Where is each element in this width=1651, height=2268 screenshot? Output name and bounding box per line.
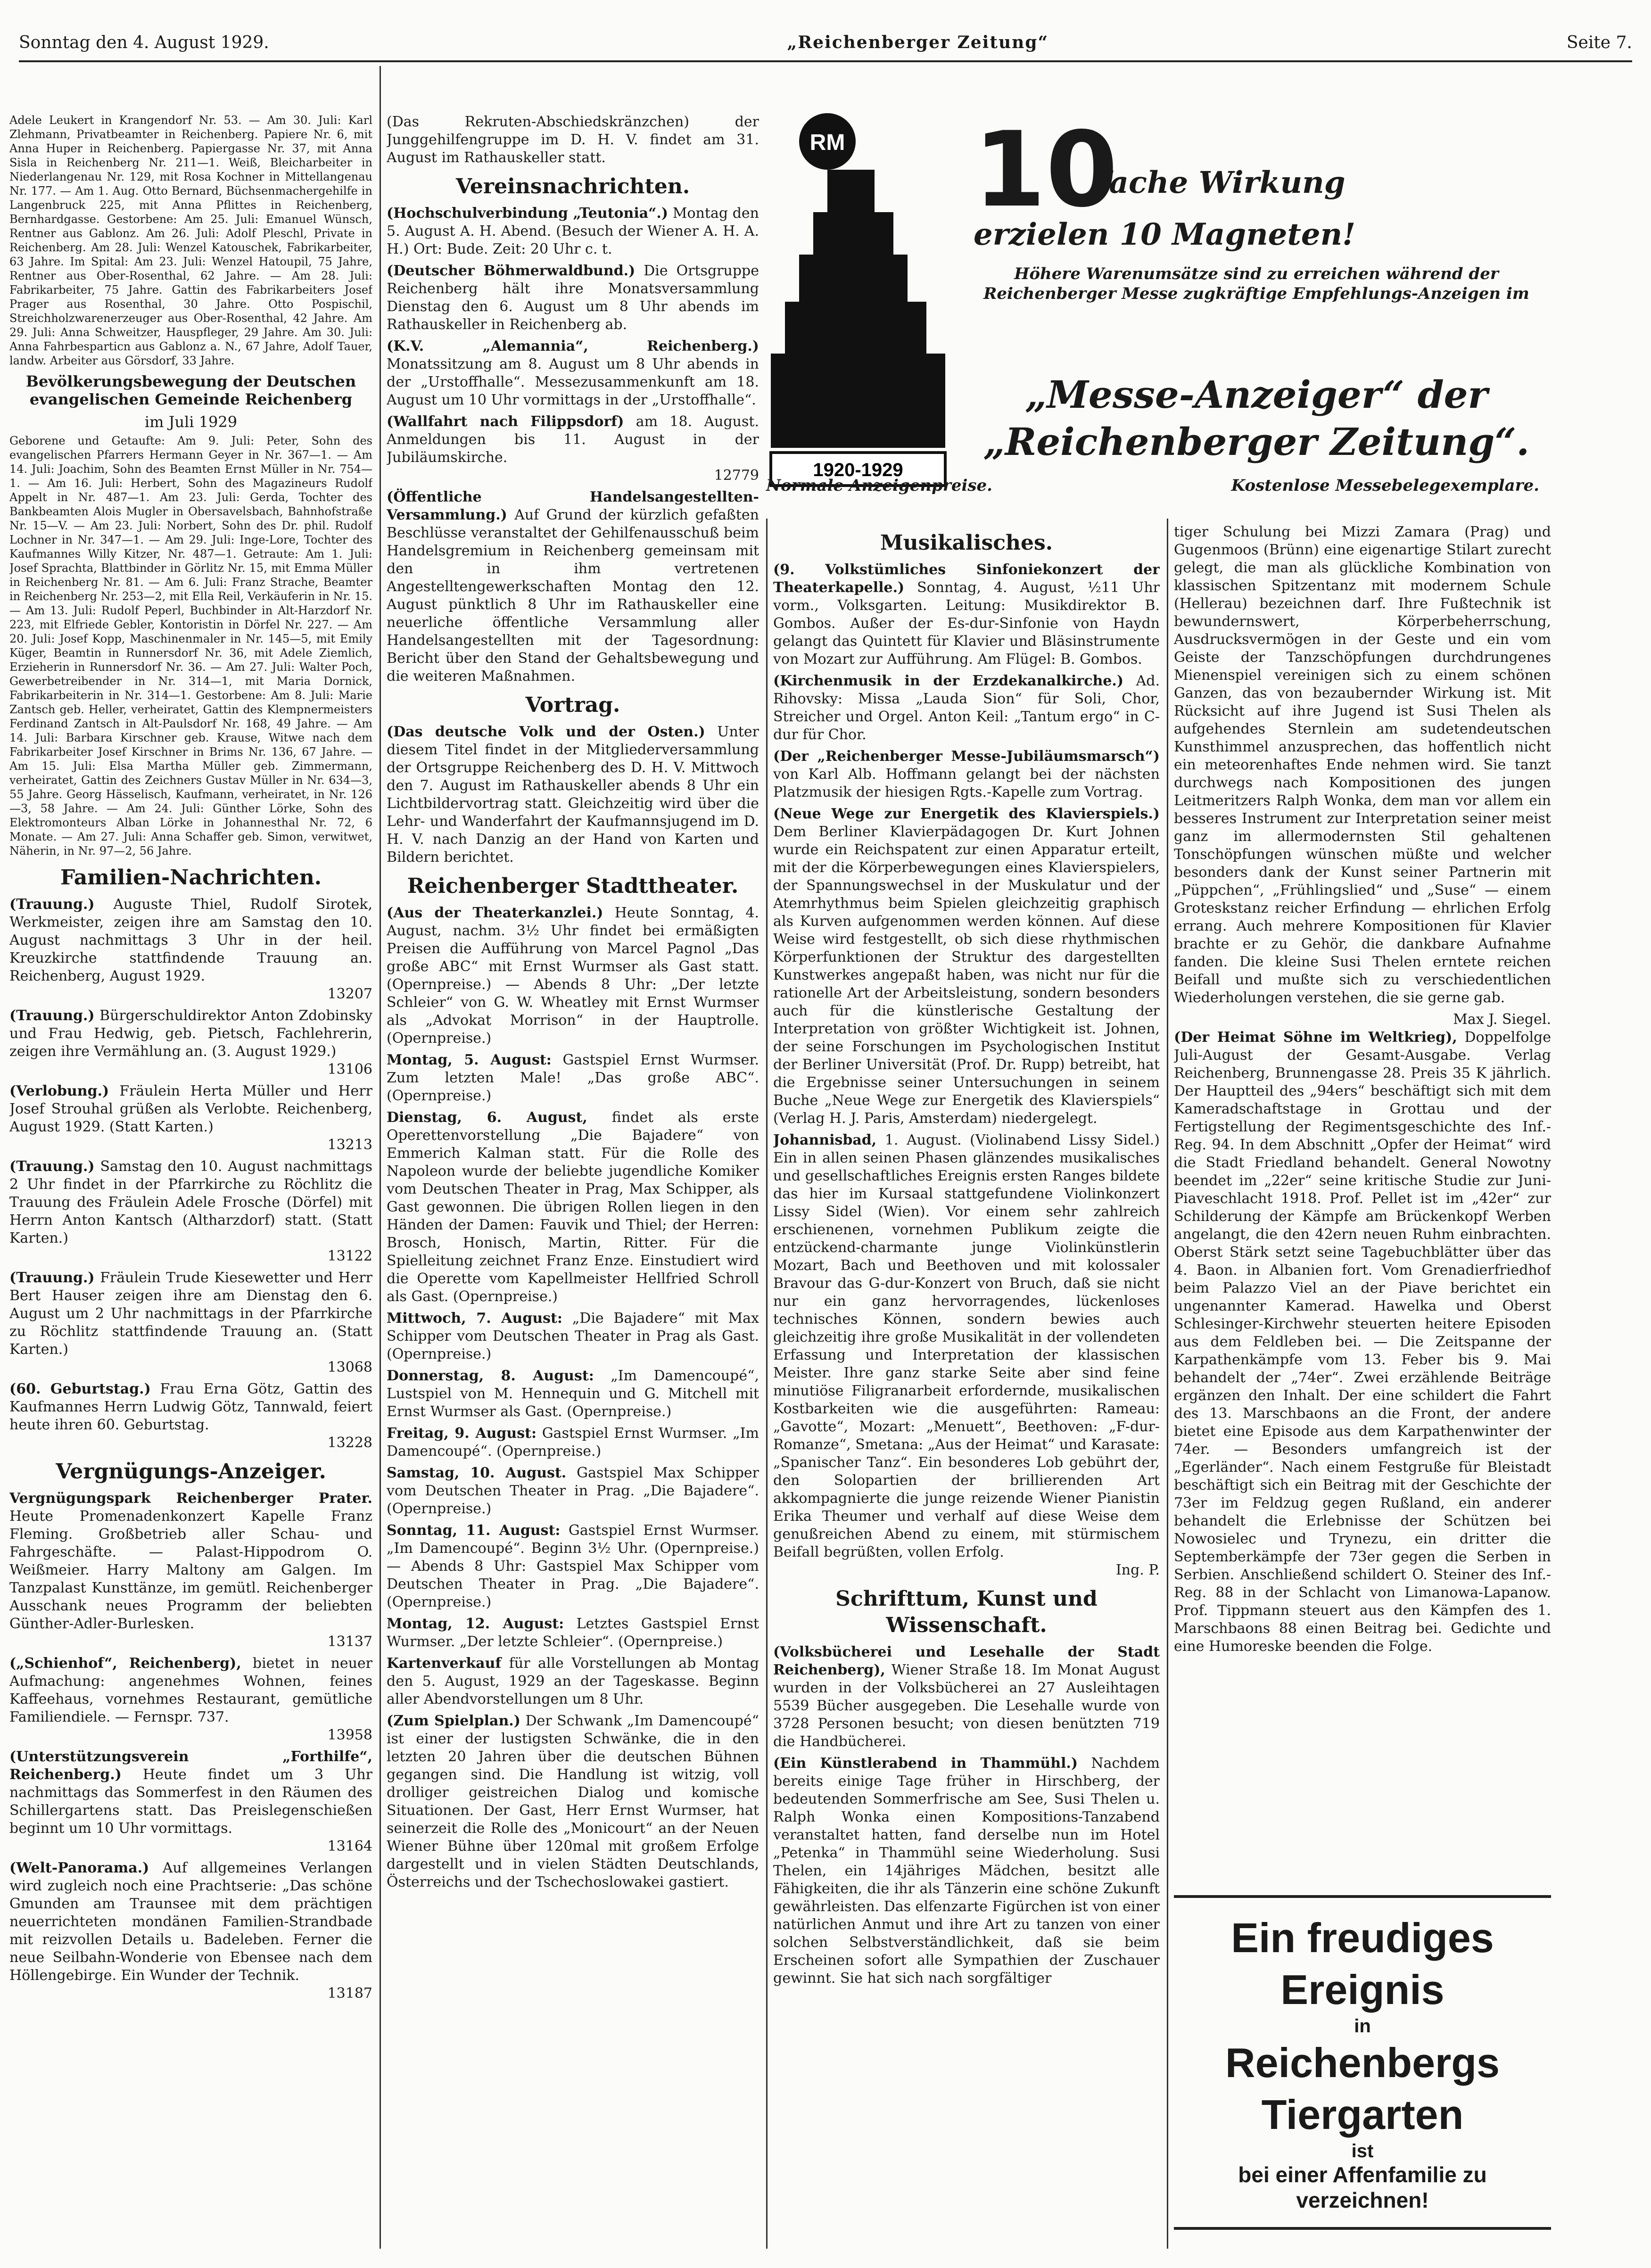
column-3 bbox=[773, 523, 1160, 2244]
years-label: 1920-1929 bbox=[813, 460, 903, 480]
section-heading: Vortrag. bbox=[525, 693, 620, 717]
paragraph-text: Frau Erna Götz, Gattin des Kaufmannes Herrn Ludwig Götz, Tannwald, feiert heute ihren 60. Geburtstag. bbox=[9, 1381, 372, 1433]
ad-line: fache Wirkung bbox=[1096, 165, 1346, 200]
article-paragraph: (Das Rekruten-Abschiedskränzchen) der Junggehilfengruppe im D. H. V. findet am 31. August im Rathauskeller statt. bbox=[387, 114, 759, 166]
paragraph-lead: (Neue Wege zur Energetik des Klavierspiels.) bbox=[773, 806, 1160, 822]
section-subheading: im Juli 1929 bbox=[144, 413, 238, 431]
ad-line: „Messe-Anzeiger“ der bbox=[1025, 372, 1488, 417]
ad-number: 13106 bbox=[327, 1061, 372, 1078]
ad-line: in bbox=[1354, 2016, 1371, 2037]
ad-number: 13164 bbox=[327, 1838, 372, 1855]
ad-line: „Reichenberger Zeitung“. bbox=[983, 420, 1530, 464]
family-news-list bbox=[9, 896, 372, 1452]
paragraph-lead: („Schienhof“, Reichenberg), bbox=[9, 1655, 241, 1672]
paragraph-text: Der Schwank „Im Damencoupé“ ist einer der lustigsten Schwänke, die in den letzten 20 Jahren über die deutschen Bühnen gegangen sind. Die Handlung ist witzig, voll drolliger geistreichen Dialog und komische Situationen. Der Gast, Herr Ernst Wurmser, hat seinerzeit die Rolle des „Monicourt“ an der Neuen Wiener Bühne über 120mal mit großem Erfolge dargestellt und in vielen Städten Deutschlands, Österreichs und der Tschechoslowakei gastiert. bbox=[387, 1713, 759, 1890]
paragraph-lead: (Aus der Theaterkanzlei.) bbox=[387, 905, 603, 921]
tower-block bbox=[813, 212, 893, 255]
list-item bbox=[387, 488, 759, 685]
paragraph-text: Auf allgemeines Verlangen wird zugleich noch eine Prachtserie: „Das schöne Gmunden am Traunsee mit dem prächtigen neuerrichteten mondänen Familien-Strandbade mit reizvollen Details u. Badeleben. Ferner die neue Seilbahn-Wonderie von Ebensee nach dem Höllengebirge. Ein Wunder der Technik. bbox=[9, 1860, 372, 1984]
newspaper-name: „Reichenberger Zeitung“ bbox=[787, 33, 1049, 52]
paragraph-lead: Mittwoch, 7. August: bbox=[387, 1310, 562, 1327]
article-paragraph bbox=[387, 723, 759, 866]
list-item bbox=[9, 896, 372, 1003]
section-heading: Schrifttum, Kunst und Wissenschaft. bbox=[835, 1587, 1098, 1637]
paragraph-lead: (Welt-Panorama.) bbox=[9, 1860, 149, 1876]
literature-list bbox=[773, 1643, 1160, 1988]
paragraph-text: Fräulein Trude Kiesewetter und Herr Bert Hauser zeigen ihre am Dienstag den 6. August um 2 Uhr nachmittags in der Pfarrkirche zu Röchlitz stattfindende Trauung an. (Statt Karten.) bbox=[9, 1270, 372, 1358]
paragraph-lead: Montag, 12. August: bbox=[387, 1616, 564, 1632]
list-item bbox=[387, 1425, 759, 1460]
paragraph-lead: Montag, 5. August: bbox=[387, 1052, 552, 1068]
list-item bbox=[9, 1380, 372, 1452]
section-heading: Familien-Nachrichten. bbox=[60, 866, 322, 890]
paragraph-text: Heute findet um 3 Uhr nachmittags das Sommerfest in den Räumen des Schillergartens statt. Das Preislegenschießen beginnt um 10 Uhr vormittags. bbox=[9, 1766, 372, 1837]
paragraph-lead: Dienstag, 6. August, bbox=[387, 1109, 587, 1126]
ad-line: Kostenlose Messebelegexemplare. bbox=[1231, 476, 1539, 495]
paragraph-text: Auf Grund der kürzlich gefaßten Beschlüsse veranstaltet der Gehilfenausschuß beim Handelsgremium in Reichenberg gemeinsam mit den in ihm vertretenen Angestelltengewerkschaften Montag den 12. August pünktlich 8 Uhr im Rathauskeller eine neuerliche öffentliche Versammlung aller Handelsangestellten mit der Tagesordnung: Bericht über den Stand der Gehaltsbewegung und die weiteren Maßnahmen. bbox=[387, 507, 759, 685]
ad-line: ist bbox=[1351, 2141, 1374, 2161]
list-item bbox=[9, 1748, 372, 1856]
tower-logo bbox=[766, 108, 969, 509]
paragraph-lead: (Trauung.) bbox=[9, 1270, 95, 1286]
paragraph-lead: (Das deutsche Volk und der Osten.) bbox=[387, 724, 705, 740]
list-item bbox=[387, 413, 759, 485]
author-signature: Ing. P. bbox=[1115, 1562, 1160, 1578]
list-item bbox=[387, 338, 759, 409]
list-item bbox=[387, 1464, 759, 1518]
paragraph-lead: (Der „Reichenberger Messe-Jubiläumsmarsch“) bbox=[773, 748, 1160, 765]
paragraph-lead: (9. Volkstümliches Sinfoniekonzert der Theaterkapelle.) bbox=[773, 561, 1160, 596]
paragraph-text: Nachdem bereits einige Tage früher in Hirschberg, der bedeutenden Sommerfrische am See, Susi Thelen u. Ralph Wonka einen Kompositions-Tanzabend veranstaltet hatten, fand derselbe nun im Hotel „Petenka“ in Thammühl seine Wiederholung. Susi Thelen, ein 14jähriges Mädchen, besitzt alle Fähigkeiten, die ihr als Tänzerin eine schöne Zukunft gewährleisten. Das elfenzarte Figürchen ist von einer natürlichen Anmut und ihre Art zu tanzen von einer solchen Selbstverständlichkeit, daß sie beim Erscheinen sofort alle Sympathien der Zuschauer gewinnt. Sie hat sich nach sorgfältiger bbox=[773, 1755, 1160, 1987]
section-heading: Reichenberger Stadttheater. bbox=[407, 874, 739, 898]
paragraph-lead: Sonntag, 11. August: bbox=[387, 1522, 561, 1539]
column-divider bbox=[1167, 519, 1168, 2249]
paragraph-lead: Samstag, 10. August. bbox=[387, 1465, 567, 1481]
ad-number: 13207 bbox=[327, 986, 372, 1002]
list-item bbox=[387, 1615, 759, 1651]
ad-number: 13187 bbox=[327, 1985, 372, 2002]
list-item bbox=[9, 1859, 372, 2003]
entertainment-list bbox=[9, 1490, 372, 2003]
list-item bbox=[773, 805, 1160, 1128]
list-item bbox=[9, 1082, 372, 1154]
paragraph-lead: Vergnügungspark Reichenberger Prater. bbox=[9, 1490, 372, 1507]
messe-advertisement bbox=[766, 108, 1539, 509]
paragraph-text: Heute Promenadenkonzert Kapelle Franz Fleming. Großbetrieb aller Schau- und Fahrgeschäfte. — Palast-Hippodrom O. Weißmeier. Harry Maltony am Galgen. Im Tanzpalast Kunsttänze, im gemütl. Reichenberger Ausschank neues Programm der beliebten Günther-Adler-Burlesken. bbox=[9, 1508, 372, 1632]
club-news-list bbox=[387, 205, 759, 685]
column-divider bbox=[380, 66, 381, 2249]
paragraph-lead: (Wallfahrt nach Filippsdorf) bbox=[387, 413, 624, 430]
list-item bbox=[387, 1109, 759, 1306]
list-item bbox=[773, 1755, 1160, 1988]
list-item bbox=[9, 1655, 372, 1744]
ad-number: 13137 bbox=[327, 1633, 372, 1650]
paragraph-lead: (Öffentliche Handelsangestellten-Versammlung.) bbox=[387, 489, 759, 523]
list-item bbox=[9, 1007, 372, 1079]
paragraph-text: Ad. Rihovsky: Missa „Lauda Sion“ für Soli, Chor, Streicher und Orgel. Anton Keil: „Tantum ergo“ in C-dur für Chor. bbox=[773, 673, 1160, 743]
list-item bbox=[773, 561, 1160, 668]
paragraph-lead: Kartenverkauf bbox=[387, 1655, 502, 1672]
list-item bbox=[773, 1643, 1160, 1751]
article-paragraph: tiger Schulung bei Mizzi Zamara (Prag) und Gugenmoos (Brünn) eine eigenartige Stilart zurecht gelegt, die man als glückliche Kombination von klassischen Spitzentanz mit modernem Schule (Hellerau) bezeichnen darf. Ihre Fußtechnik ist bewundernswert, Körperbeherrschung, Ausdrucksvermögen in der Geste und ein vom Geiste der Tanzschöpfungen durchdrungenes Mienenspiel vereinigen sich zu einem schönen Ganzen, das von bezaubernder Wirkung ist. Mit Rücksicht auf ihre Jugend ist Susi Thelen als aufgehendes Sternlein am sudetendeutschen Kunsthimmel anzusprechen, das hoffentlich nicht ein meteorenhaftes Ende nehmen wird. Sie tanzt durchwegs nach Kompositionen des jungen Leitmeritzers Ralph Wonka, dem man vor allem ein besseres Instrument zur Interpretation seiner meist ganz im allermodernsten Stil gehaltenen Tonschöpfungen wünschen müßte und welcher besonders dank der Kunst seiner Partnerin mit „Püppchen“, „Frühlingslied“ und „Suse“ — einem Groteskstanz reicher Erfindung — ehrlichen Erfolg errang. Auch mehrere Kompositionen für Klavier brachte er zu Gehör, die dankbare Aufnahme fanden. Die kleine Susi Thelen erntete reichen Beifall und mußte sich zu verschiedentlichen Wiederholungen verstehen, die sie gerne gab. bbox=[1174, 524, 1551, 1006]
section-heading: Vergnügungs-Anzeiger. bbox=[56, 1460, 326, 1484]
paragraph-text: Sonntag, 4. August, ½11 Uhr vorm., Volksgarten. Leitung: Musikdirektor B. Gombos. Außer der Es-dur-Sinfonie von Haydn gelangt das Quintett für Klavier und Bläsinstrumente von Mozart zur Aufführung. Am Flügel: B. Gombos. bbox=[773, 579, 1160, 668]
paragraph-text: Bürgerschuldirektor Anton Zdobinsky und Frau Hedwig, geb. Pietsch, Fachlehrerin, zeigen ihre Vermählung an. (3. August 1929.) bbox=[9, 1007, 372, 1060]
paragraph-text: Unter diesem Titel findet in der Mitgliederversammlung der Ortsgruppe Reichenberg des D. H. V. Mittwoch den 7. August im Rathauskeller abends 8 Uhr ein Lichtbildervortrag statt. Gleichzeitig wird über die Lehr- und Wanderfahrt der Kaufmannsjugend im D. H. V. nach Danzig an der Hand von Karten und Bildern berichtet. bbox=[387, 724, 759, 866]
paragraph-text: Gastspiel Max Schipper vom Deutschen Theater in Prag. „Die Bajadere“. (Opernpreise.) bbox=[387, 1465, 759, 1517]
paragraph-lead: Freitag, 9. August: bbox=[387, 1425, 537, 1442]
list-item bbox=[387, 1051, 759, 1105]
paragraph-lead: (Kirchenmusik in der Erzdekanalkirche.) bbox=[773, 673, 1124, 689]
ad-line: Höhere Warenumsätze sind zu erreichen während der Reichenberger Messe zugkräftige Empfehlungs-Anzeigen im bbox=[983, 264, 1529, 303]
ad-number: 12779 bbox=[714, 467, 759, 484]
paragraph-text: Montag den 5. August A. H. Abend. (Besuch der Wiener A. H. A. H.) Ort: Bude. Zeit: 20 Uhr c. t. bbox=[387, 205, 759, 257]
column-4 bbox=[1174, 523, 1551, 1890]
paragraph-lead: (Volksbücherei und Lesehalle der Stadt Reichenberg), bbox=[773, 1644, 1160, 1678]
ad-line: bei einer Affenfamilie zu verzeichnen! bbox=[1238, 2162, 1487, 2212]
paragraph-text: „Die Bajadere“ mit Max Schipper vom Deutschen Theater in Prag als Gast. (Opernpreise.) bbox=[387, 1310, 759, 1362]
paragraph-text: Dem Berliner Klavierpädagogen Dr. Kurt Johnen wurde ein Reichspatent zur einen Apparatur erteilt, mit der die Körperbewegungen eines Klavierspielers, der Spannungswechsel in der Muskulatur und der Atemrhythmus beim Spielen gleichzeitig graphisch als Kurven aufgenommen werden können. Auf diese Weise wird festgestellt, ob sich diese rhythmischen Körperfunktionen der Struktur des dargestellten Kunstwerkes angepaßt haben, was nicht nur für die rationelle Art der Arbeitsleistung, sondern besonders auch für die künstlerische Gestaltung der Interpretation von größter Wichtigkeit ist. Johnen, der seine Forschungen im Psychologischen Institut der Berliner Universität (Prof. Dr. Rupp) betreibt, hat die Ergebnisse seiner Untersuchungen in seinem Buche „Neue Wege zur Energetik des Klavierspiels“ (Verlag H. J. Paris, Amsterdam) niedergelegt. bbox=[773, 824, 1160, 1127]
list-item bbox=[387, 1655, 759, 1708]
theater-list bbox=[387, 904, 759, 1891]
list-item bbox=[773, 672, 1160, 744]
author-signature: Max J. Siegel. bbox=[1453, 1011, 1551, 1028]
paragraph-text: Monatssitzung am 8. August um 8 Uhr abends in der „Urstoffhalle“. Messezusammenkunft am 18. August um 10 Uhr vormittags in der „Urstoffhalle“. bbox=[387, 356, 759, 408]
tower-block bbox=[799, 255, 908, 302]
column-2 bbox=[387, 113, 759, 2244]
list-item bbox=[9, 1158, 372, 1265]
page-date: Sonntag den 4. August 1929. bbox=[19, 33, 269, 52]
header-rule bbox=[19, 60, 1632, 62]
paragraph-text: bietet in neuer Aufmachung: angenehmes Wohnen, feines Kaffeehaus, vornehmes Restaurant, gemütliche Familiendiele. — Fernspr. 737. bbox=[9, 1655, 372, 1725]
paragraph-text: von Karl Alb. Hoffmann gelangt bei der nächsten Platzmusik der hiesigen Rgts.-Kapelle zum Vortrag. bbox=[773, 766, 1160, 800]
list-item bbox=[773, 748, 1160, 801]
paragraph-lead: (Hochschulverbindung „Teutonia“.) bbox=[387, 205, 669, 222]
section-heading: Bevölkerungsbewegung der Deutschen evangelischen Gemeinde Reichenberg bbox=[25, 372, 356, 408]
paragraph-text: Fräulein Herta Müller und Herr Josef Strouhal grüßen als Verlobte. Reichenberg, August 1929. (Statt Karten.) bbox=[9, 1083, 372, 1135]
list-item bbox=[9, 1269, 372, 1377]
ad-line: erzielen 10 Magneten! bbox=[974, 217, 1356, 252]
rm-label: RM bbox=[809, 130, 845, 155]
section-heading: Musikalisches. bbox=[880, 531, 1053, 555]
list-item bbox=[387, 904, 759, 1047]
tower-block bbox=[771, 354, 945, 448]
list-item bbox=[387, 1712, 759, 1891]
paragraph-text: Gastspiel Ernst Wurmser. „Im Damencoupé“. (Opernpreise.) bbox=[387, 1425, 759, 1460]
ad-number: 13122 bbox=[327, 1248, 372, 1264]
music-list bbox=[773, 561, 1160, 1579]
paragraph-lead: (Verlobung.) bbox=[9, 1083, 109, 1099]
paragraph-text: 1. August. (Violinabend Lissy Sidel.) Ein in allen seinen Phasen glänzendes musikalisches und gesellschaftliches Ereignis ersten Ranges bildete das hier im Kursaal stattgefundene Violinkonzert Lissy Sidel (Wien). Vor einem sehr zahlreich erschienenen, vornehmen Publikum zeigte die entzückend-charmante junge Violinkünstlerin Mozart, Bach und Beethoven und mit kolossaler Bravour das G-dur-Konzert von Bruch, daß sie nicht nur ein ganz hervorragendes, lückenloses technisches Können, sondern bewies auch gleichzeitig ihre große Musikalität in der vollendeten Erfassung und Interpretation der klassischen Meister. Ihre ganz starke Seite aber sind feine minutiöse Filigranarbeit erfordernde, musikalischen Kostbarkeiten wie die ausgeführten: Rameau: „Gavotte“, Mozart: „Menuett“, Beethoven: „F-dur-Romanze“, Smetana: „Aus der Heimat“ und Karasate: „Spanischer Tanz“. Ein besonderes Lob gebührt der, den Solopartien der brillierenden Art akkompagnierte die junge reizende Wiener Pianistin Erika Theumer und verhalf auf diese Weise dem genußreichen Abend zu einem, mit stürmischem Beifall begrüßten, vollen Erfolg. bbox=[773, 1132, 1160, 1560]
paragraph-text: Heute Sonntag, 4. August, nachm. 3½ Uhr findet bei ermäßigten Preisen die Aufführung von Marcel Pagnol „Das große ABC“ mit Ernst Wurmser als Gast statt. (Opernpreise.) — Abends 8 Uhr: „Der letzte Schleier“ von G. W. Wheatley mit Ernst Wurmser als „Advokat Morrison“ in der Hauptrolle. (Opernpreise.) bbox=[387, 905, 759, 1047]
column-1 bbox=[9, 113, 372, 2244]
paragraph-text: „Im Damencoupé“, Lustspiel von M. Hennequin und G. Mitchell mit Ernst Wurmser als Gast. (Opernpreise.) bbox=[387, 1368, 759, 1420]
section-heading: Vereinsnachrichten. bbox=[455, 174, 690, 198]
list-item bbox=[387, 262, 759, 334]
ad-headline: Ein freudiges Ereignis bbox=[1231, 1914, 1494, 2013]
column-divider bbox=[766, 519, 768, 2249]
paragraph-text: Gastspiel Ernst Wurmser. „Im Damencoupé“. Beginn 3½ Uhr. (Opernpreise.) — Abends 8 Uhr: Gastspiel Max Schipper vom Deutschen Theater in Prag. „Die Bajadere“. (Opernpreise.) bbox=[387, 1522, 759, 1610]
list-item bbox=[387, 205, 759, 258]
paragraph-text: Wiener Straße 18. Im Monat August wurden in der Volksbücherei an 27 Ausleihtagen 5539 Bücher ausgegeben. Die Lesehalle wurde von 3728 Personen besucht; von diesen benützten 719 die Handbücherei. bbox=[773, 1662, 1160, 1750]
running-head bbox=[19, 28, 1632, 57]
ten-figure: 10 bbox=[974, 109, 1118, 230]
tower-block bbox=[785, 302, 926, 354]
paragraph-text: für alle Vorstellungen ab Montag den 5. August, 1929 an der Tageskasse. Beginn aller Abendvorstellungen um 8 Uhr. bbox=[387, 1655, 759, 1707]
paragraph-lead: Johannisbad, bbox=[773, 1132, 877, 1148]
paragraph-text: Die Ortsgruppe Reichenberg hält ihre Monatsversammlung Dienstag den 6. August um 8 Uhr abends im Rathauskeller in Reichenberg ab. bbox=[387, 263, 759, 333]
civil-register-text: Adele Leukert in Krangendorf Nr. 53. — Am 30. Juli: Karl Zlehmann, Privatbeamter in Reichenberg. Papiere Nr. 6, mit Anna Huper in Reichenberg. Papiergasse Nr. 37, mit Anna Sisla in Reichenberg Nr. 211—1. Weiß, Bleicharbeiter in Niederlangenau Nr. 129, mit Rosa Kochner in Mittellangenau Nr. 177. — Am 1. Aug. Otto Bernard, Büchsenmachergehilfe in Langenbruck 225, mit Anna Pflittes in Reichenberg, Bernhardgasse. Gestorbene: Am 25. Juli: Emanuel Wünsch, Rentner aus Gablonz. Am 26. Juli: Adolf Pleschl, Private in Reichenberg. Am 28. Juli: Wenzel Katouschek, Fabrikarbeiter, 63 Jahre. Im Spital: Am 23. Juli: Wenzel Hatoupil, 75 Jahre, Rentner aus Ober-Rosenthal, 62 Jahre. — Am 28. Juli: Fabrikarbeiter, 75 Jahre. Gattin des Fabrikarbeiters Josef Prager aus Rosenthal, 30 Jahre. Otto Pospischil, Streichholzwarenerzeuger aus Ober-Rosenthal, 42 Jahre. Am 29. Juli: Anna Schweitzer, Hauspfleger, 29 Jahre. Am 30. Juli: Anna Fahrbesparticn aus Gablonz a. N., 67 Jahre, Adolf Tauer, landw. Arbeiter aus Görsdorf, 33 Jahre. bbox=[9, 114, 372, 367]
ad-line: Normale Anzeigenpreise. bbox=[766, 476, 992, 495]
ad-number: 13213 bbox=[327, 1137, 372, 1153]
paragraph-lead: (K.V. „Alemannia“, Reichenberg.) bbox=[387, 338, 759, 355]
list-item bbox=[387, 1310, 759, 1363]
paragraph-lead: (Trauung.) bbox=[9, 1158, 95, 1175]
paragraph-lead: (60. Geburtstag.) bbox=[9, 1381, 151, 1397]
paragraph-lead: (Der Heimat Söhne im Weltkrieg), bbox=[1174, 1029, 1457, 1046]
paragraph-lead: (Trauung.) bbox=[9, 1007, 95, 1024]
list-item bbox=[387, 1367, 759, 1421]
paragraph-lead: Donnerstag, 8. August: bbox=[387, 1368, 594, 1384]
ad-headline: Reichenbergs Tiergarten bbox=[1225, 2039, 1500, 2138]
ad-number: 13958 bbox=[327, 1727, 372, 1743]
paragraph-text: am 18. August. Anmeldungen bis 11. August in der Jubiläumskirche. bbox=[387, 413, 759, 466]
paragraph-lead: (Unterstützungsverein „Forthilfe“, Reichenberg.) bbox=[9, 1748, 372, 1783]
tower-block bbox=[827, 170, 875, 212]
zoo-advertisement bbox=[1174, 1895, 1551, 2230]
paragraph-text: Samstag den 10. August nachmittags 2 Uhr findet in der Pfarrkirche zu Röchlitz die Trauung des Fräulein Adele Frosche (Dörfel) mit Herrn Anton Kantsch (Altharzdorf) statt. (Statt Karten.) bbox=[9, 1158, 372, 1246]
paragraph-lead: (Ein Künstlerabend in Thammühl.) bbox=[773, 1755, 1078, 1772]
civil-register-text: Geborene und Getaufte: Am 9. Juli: Peter, Sohn des evangelischen Pfarrers Hermann Geyer in Nr. 367—1. — Am 14. Juli: Joachim, Sohn des Beamten Ernst Müller in Nr. 754—1. — Am 16. Juli: Herbert, Sohn des Magazineurs Rudolf Appelt in Nr. 487—1. Am 23. Juli: Gerda, Tochter des Bankbeamten Alois Mugler in Obersavelsbach, Bahnhofstraße Nr. 15—V. — Am 23. Juli: Norbert, Sohn des Dr. phil. Rudolf Lochner in Nr. 347—1. — Am 29. Juli: Inge-Lore, Tochter des Kaufmannes Willy Kitzer, Nr. 487—1. Getraute: Am 1. Juli: Josef Sprachta, Blattbinder in Görlitz Nr. 15, mit Emma Müller in Reichenberg Nr. 81. — Am 6. Juli: Franz Strache, Beamter in Reichenberg Nr. 253—2, mit Ella Reil, Verkäuferin in Nr. 15. — Am 13. Juli: Rudolf Peperl, Buchbinder in Alt-Harzdorf Nr. 223, mit Elfriede Gebler, Kontoristin in Dörfel Nr. 227. — Am 20. Juli: Josef Kopp, Maschinenmaler in Nr. 145—5, mit Emily Küger, Beamtin in Runnersdorf Nr. 36, mit Adele Ziemlich, Erzieherin in Runnersdorf Nr. 36. — Am 27. Juli: Walter Poch, Gewerbetreibender in Nr. 314—1, mit Maria Dornick, Fabrikarbeiterin in Nr. 314—1. Gestorbene: Am 8. Juli: Marie Zantsch geb. Heller, verheiratet, Gattin des Klempnermeisters Ferdinand Zantsch in Alt-Paulsdorf Nr. 168, 49 Jahre. — Am 14. Juli: Barbara Kirschner geb. Krause, Witwe nach dem Fabrikarbeiter Josef Kirschner in Brims Nr. 136, 67 Jahre. — Am 15. Juli: Elsa Martha Müller geb. Zimmermann, verheiratet, Gattin des Zeichners Gustav Müller in Nr. 634—3, 55 Jahre. Georg Hässelisch, Kaufmann, verheiratet, in Nr. 126—3, 58 Jahre. — Am 24. Juli: Günther Lörke, Sohn des Elektromonteurs Alban Lörke in Johannesthal Nr. 72, 6 Monate. — Am 27. Juli: Anna Schaffer geb. Simon, verwitwet, Näherin, in Nr. 97—2, 56 Jahre. bbox=[9, 434, 372, 858]
paragraph-text: Letztes Gastspiel Ernst Wurmser. „Der letzte Schleier“. (Opernpreise.) bbox=[387, 1616, 759, 1650]
list-item bbox=[9, 1490, 372, 1651]
ad-number: 13068 bbox=[327, 1359, 372, 1376]
ad-number: 13228 bbox=[327, 1435, 372, 1451]
list-item bbox=[387, 1522, 759, 1611]
paragraph-text: Doppelfolge Juli-August der Gesamt-Ausgabe. Verlag Reichenberg, Brunnengasse 28. Preis 35 K jährlich. Der Hauptteil des „94ers“ beschäftigt sich mit dem Kameradschaftstage in Grottau und der Fertigstellung der Regimentsgeschichte des Inf.-Reg. 94. In dem Abschnitt „Opfer der Heimat“ wird die Stadt Friedland behandelt. General Nowotny beendet im „22er“ seine kritische Studie zur Juni-Piaveschlacht 1918. Prof. Pellet ist im „42er“ zur Schilderung der Kämpfe am Brückenkopf Werben angelangt, die den 42ern neuen Ruhm einbrachten. Oberst Stärk setzt seine Tagebuchblätter über das 4. Baon. in Albanien fort. Vom Grenadierfriedhof beim Palazzo Viel an der Piave berichtet ein ungenannter Kamerad. Hawelka und Oberst Schlesinger-Kirchwehr steuerten heitere Episoden aus dem Feldleben bei. — Die Zeitspanne der Karpathenkämpfe vom 13. Feber bis 9. Mai behandelt der „74er“. Zwei erzählende Beiträge ergänzen den Inhalt. Der eine schildert die Fahrt des 13. Marschbaons an die Front, der andere bietet eine Episode aus dem Karpathenwinter der 74er. — Besonders umfangreich ist der „Egerländer“. Nach einem Festgruße für Bleistadt beschäftigt sich ein Beitrag mit der Geschichte der 73er im Feldzug gegen Rußland, ein anderer behandelt die Erlebnisse der Schützen bei Nowosielec und Trynezu, ein dritter die Septemberkämpfe der 73er gegen die Serben in Serbien. Anschließend schildert O. Steiner des Inf.-Reg. 88 in der Schlacht von Limanowa-Lapanow. Prof. Tippmann steuert aus den Kämpfen des 1. Marschbaons 88 einen Beitrag bei. Gedichte und eine Humoreske beenden die Folge. bbox=[1174, 1029, 1551, 1655]
paragraph-lead: (Deutscher Böhmerwaldbund.) bbox=[387, 263, 636, 279]
article-paragraph bbox=[1174, 1029, 1551, 1656]
paragraph-lead: (Zum Spielplan.) bbox=[387, 1713, 520, 1729]
list-item bbox=[773, 1131, 1160, 1579]
paragraph-text: findet als erste Operettenvorstellung „Die Bajadere“ von Emmerich Kalman statt. Für die Rolle des Napoleon wurde der beliebte jugendliche Komiker vom Deutschen Theater in Prag, Max Schipper, als Gast gewonnen. Die übrigen Rollen liegen in den Händen der Damen: Fauvik und Thiel; der Herren: Brosch, Honisch, Martin, Ritter. Für die Spielleitung zeichnet Franz Enze. Einstudiert wird die Operette vom Kapellmeister Hellfried Schroll als Gast. (Opernpreise.) bbox=[387, 1109, 759, 1305]
paragraph-text: Auguste Thiel, Rudolf Sirotek, Werkmeister, zeigen ihre am Samstag den 10. August nachmittags 3 Uhr in der heil. Kreuzkirche stattfindende Trauung an. Reichenberg, August 1929. bbox=[9, 896, 372, 984]
page-number: Seite 7. bbox=[1566, 33, 1632, 52]
paragraph-lead: (Trauung.) bbox=[9, 896, 95, 913]
paragraph-text: Gastspiel Ernst Wurmser. Zum letzten Male! „Das große ABC“. (Opernpreise.) bbox=[387, 1052, 759, 1104]
